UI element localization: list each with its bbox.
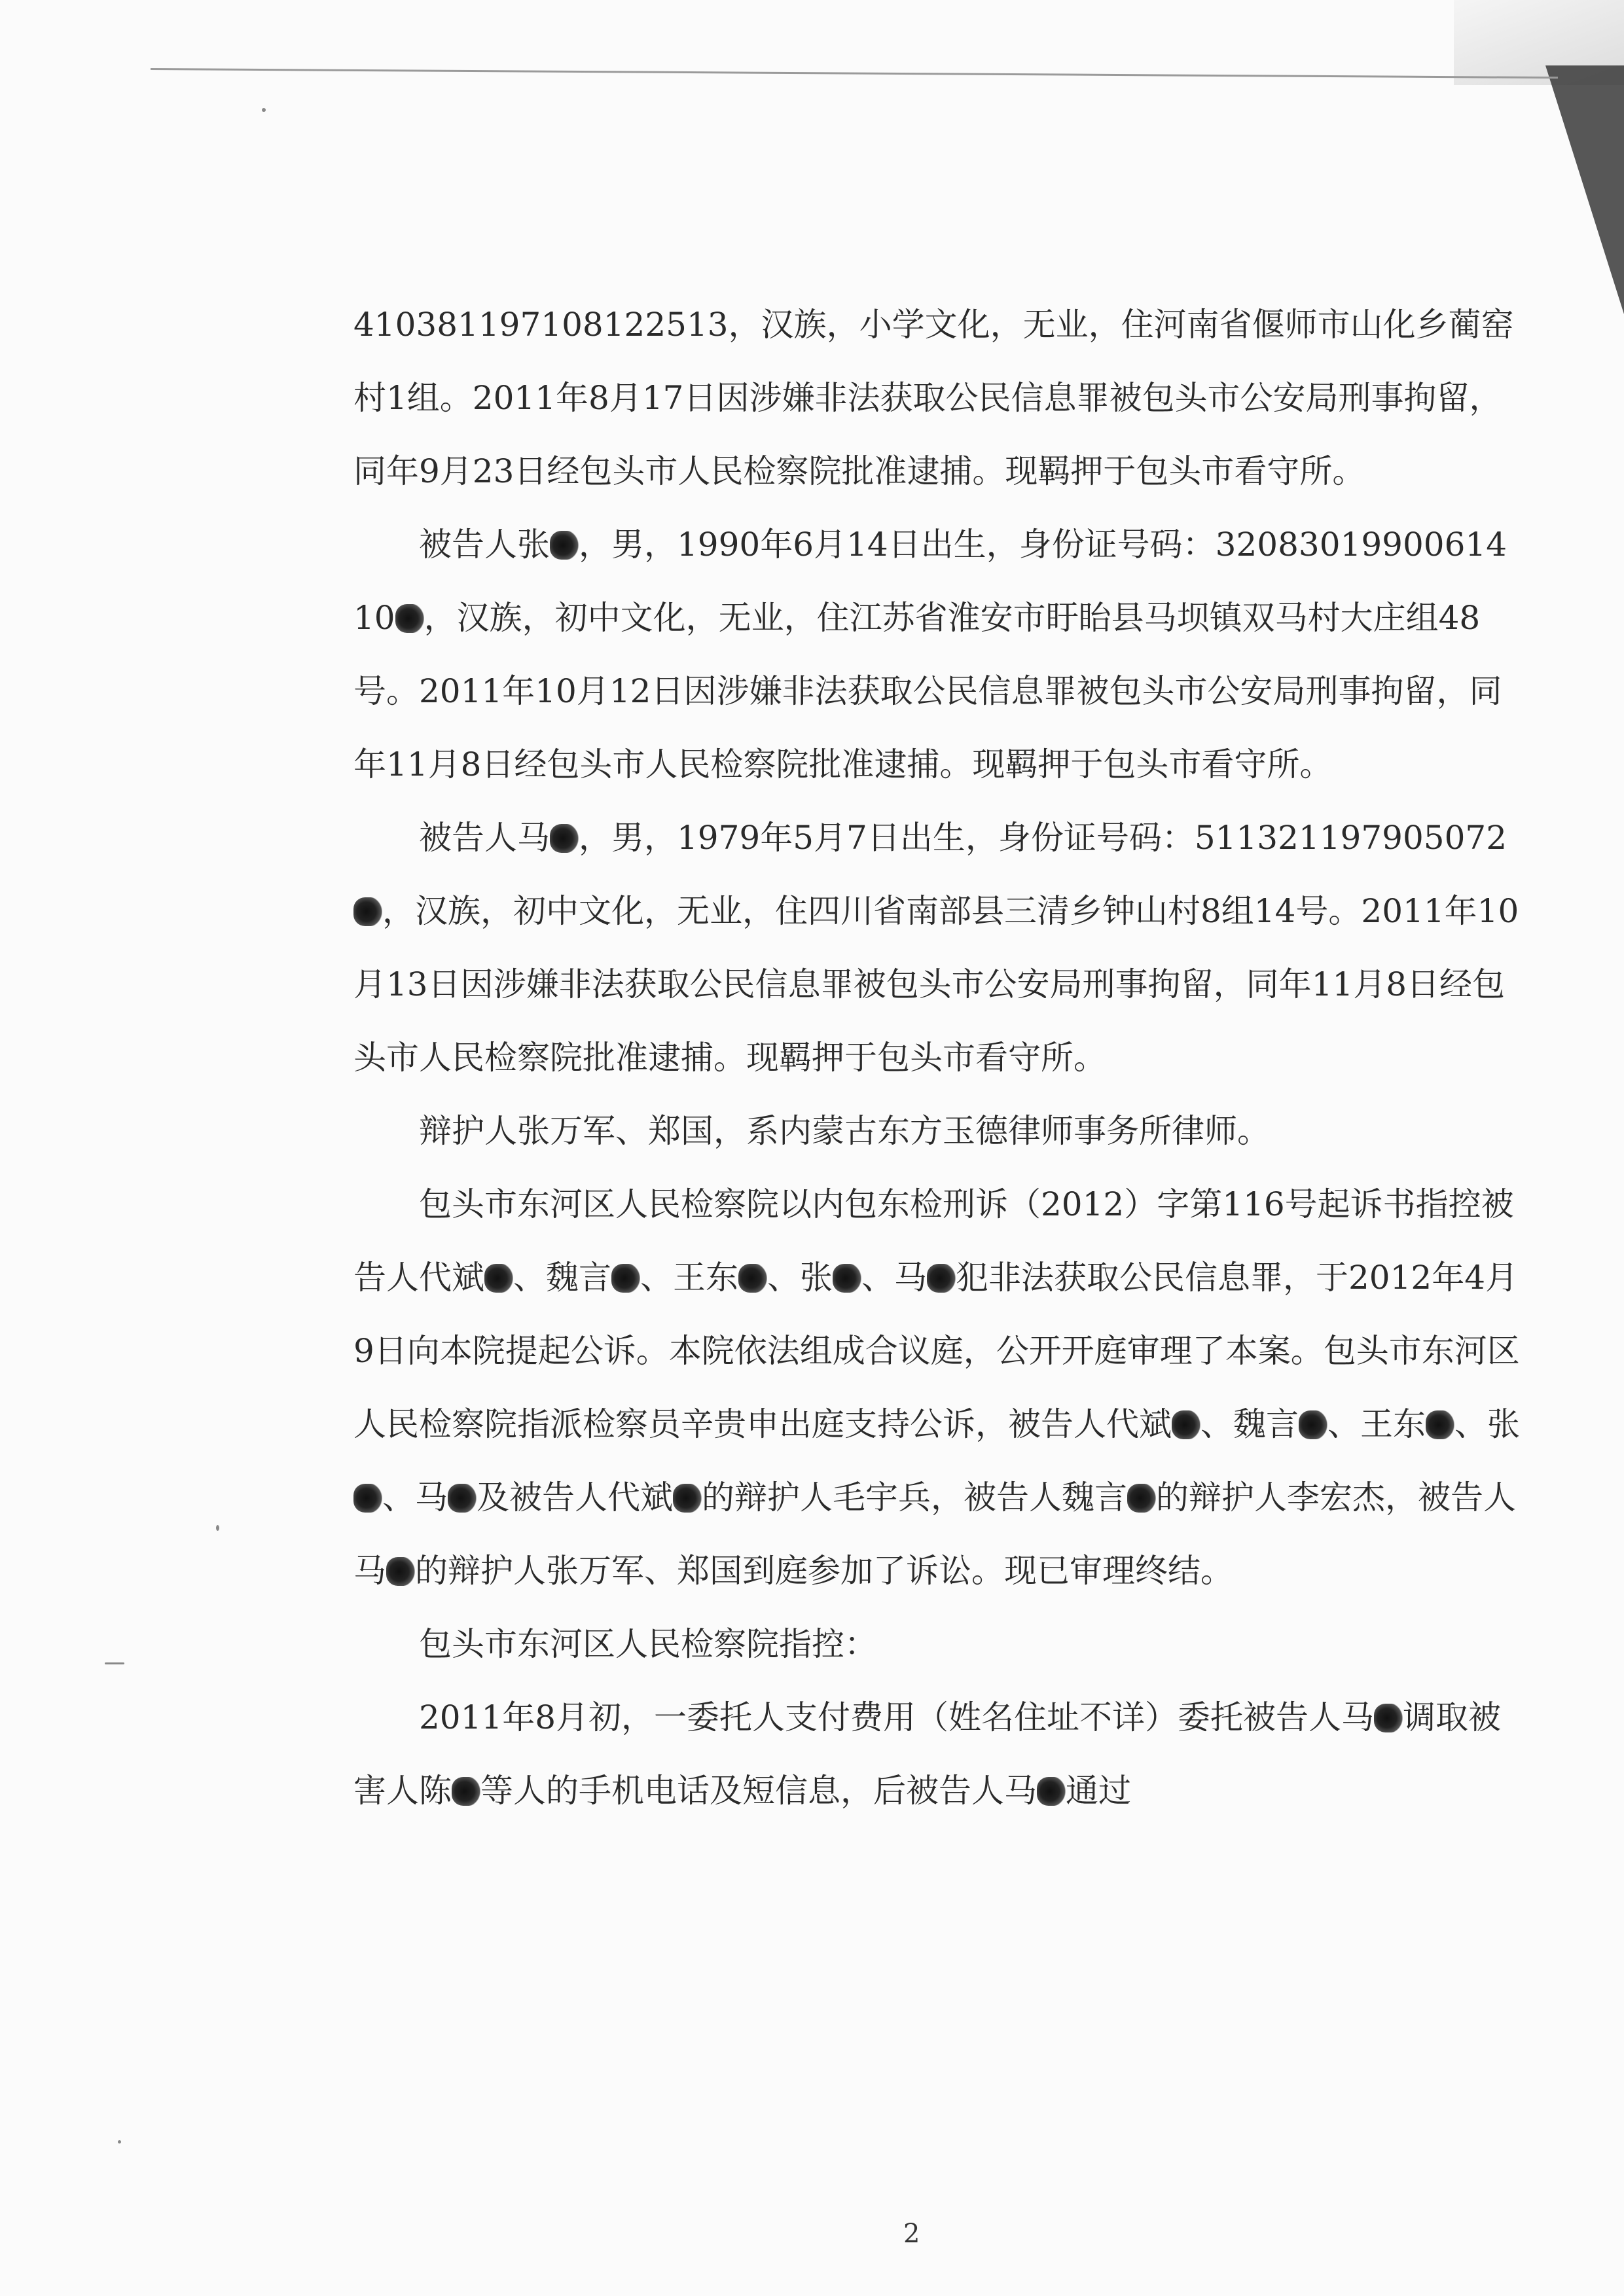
redaction-mark <box>673 1484 702 1513</box>
folded-corner-shadow <box>1545 65 1624 314</box>
page-number: 2 <box>903 2219 920 2249</box>
document-body <box>353 288 1525 1827</box>
paragraph-1: 410381197108122513，汉族，小学文化，无业，住河南省偃师市山化乡蔺窑村1组。2011年8月17日因涉嫌非法获取公民信息罪被包头市公安局刑事拘留，同年9月23日经包头市人民检察院批准逮捕。现羁押于包头市看守所。 <box>353 306 1514 490</box>
redaction-mark <box>738 1264 767 1293</box>
redaction-mark <box>833 1264 861 1293</box>
redaction-mark <box>353 1484 382 1513</box>
paragraph-5: 包头市东河区人民检察院以内包东检刑诉（2012）字第116号起诉书指控被告人代斌 、魏言 、王东 、张 、马 犯非法获取公民信息罪，于2012年4月9日向本院提起公诉。本院依法组成合议庭，公开开庭审理了本案。包头市东河区人民检察院指派检察员辛贵申出庭支持公诉，被告人代斌 、魏言 、王东 、张、马 及被告人代斌 的辩护人毛宇兵，被告人魏言 的辩护人李宏杰，被告人马 的辩护人张万军、郑国到庭参加了诉讼。现已审理终结。 <box>353 1185 1520 1590</box>
redaction-mark <box>353 897 382 926</box>
paragraph-2: 被告人张 ，男，1990年6月14日出生，身份证号码：32083019900614​10 ，汉族，初中文化，无业，住江苏省淮安市盱眙县马坝镇双马村大庄组48号。2011年10月12日因涉嫌非法获取公民信息罪被包头市公安局刑事拘留，同年11月8日经包头市人民检察院批准逮捕。现羁押于包头市看守所。 <box>353 526 1507 783</box>
scan-speck <box>262 108 266 112</box>
redaction-mark <box>1426 1410 1454 1439</box>
redaction-mark <box>448 1484 477 1513</box>
redaction-mark <box>1299 1410 1327 1439</box>
paragraph-6: 包头市东河区人民检察院指控： <box>419 1625 877 1663</box>
redaction-mark <box>484 1264 513 1293</box>
redaction-mark <box>395 604 424 633</box>
scan-speck <box>105 1662 124 1664</box>
scan-top-edge <box>151 68 1558 79</box>
scan-speck <box>118 2140 121 2144</box>
redaction-mark <box>452 1777 480 1806</box>
redaction-mark <box>1037 1777 1066 1806</box>
paragraph-4: 辩护人张万军、郑国，系内蒙古东方玉德律师事务所律师。 <box>419 1112 1270 1150</box>
redaction-mark <box>386 1557 415 1586</box>
redaction-mark <box>1172 1410 1200 1439</box>
scan-speck <box>216 1525 219 1531</box>
redaction-mark <box>1127 1484 1156 1513</box>
redaction-mark <box>550 531 579 560</box>
redaction-mark <box>550 824 579 853</box>
paragraph-7: 2011年8月初，一委托人支付费用（姓名住址不详）委托被告人马 调取被害人陈 等人的手机电话及短信息，后被告人马 通过 <box>353 1698 1502 1810</box>
paragraph-3: 被告人马 ，男，1979年5月7日出生，身份证号码：511321197905072，汉族，初中文化，无业，住四川省南部县三清乡钟山村8组14号。2011年10月13日因涉嫌非法获取公民信息罪被包头市公安局刑事拘留，同年11月8日经包头市人民检察院批准逮捕。现羁押于包头市看守所。 <box>353 819 1519 1077</box>
redaction-mark <box>1374 1704 1403 1732</box>
redaction-mark <box>927 1264 956 1293</box>
redaction-mark <box>611 1264 640 1293</box>
